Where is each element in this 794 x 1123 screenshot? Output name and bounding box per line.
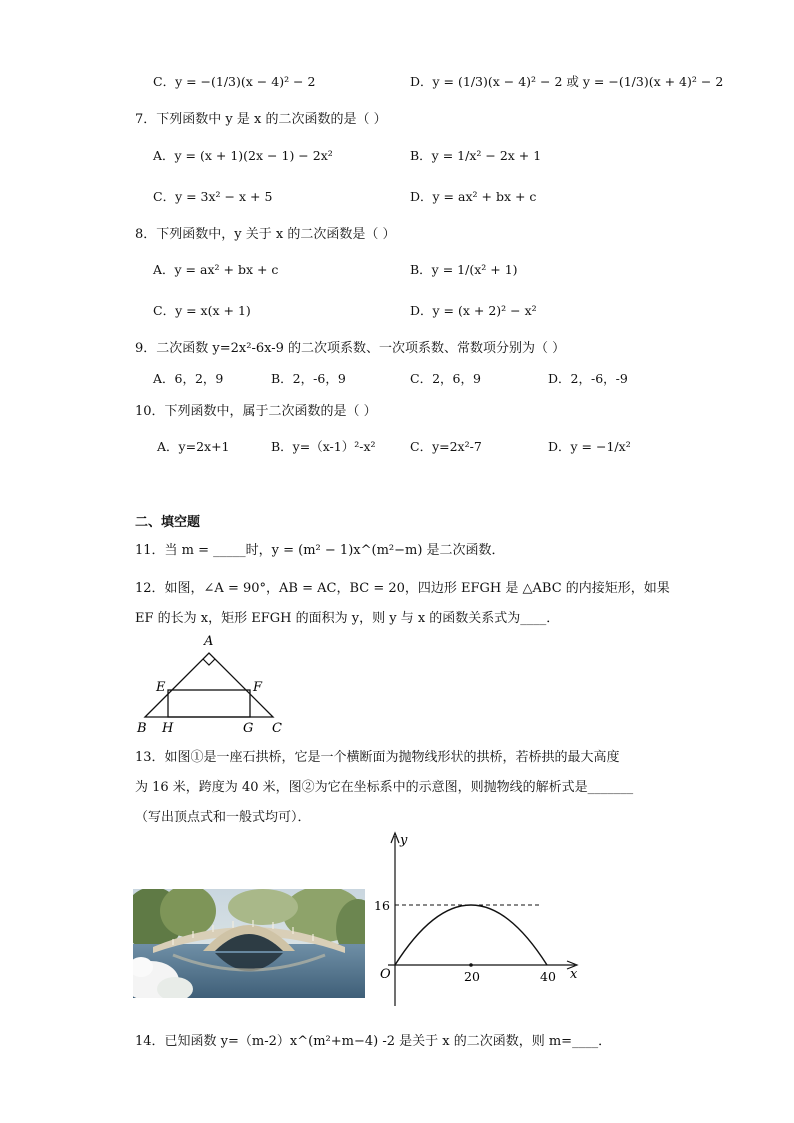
- section-title: 二、填空题: [135, 515, 201, 530]
- label-b: B: [137, 721, 147, 736]
- y-tick-16: 16: [374, 898, 390, 913]
- q6-option-c: C．y = −(1/3)(x − 4)² − 2: [153, 74, 316, 89]
- x-tick-40: 40: [540, 969, 556, 984]
- q6-option-d: D．y = (1/3)(x − 4)² − 2 或 y = −(1/3)(x + 4)² − 2: [410, 74, 724, 89]
- q10-stem: 10．下列函数中，属于二次函数的是（ ）: [135, 404, 377, 419]
- q8-option-a: A．y = ax² + bx + c: [153, 262, 279, 277]
- q11-text: 11．当 m = _____时，y = (m² − 1)x^(m²−m) 是二次函数．: [135, 543, 505, 558]
- q9-option-a: A．6，2，9: [153, 371, 224, 386]
- q9-option-c: C．2，6，9: [410, 371, 481, 386]
- bridge-photo: [133, 889, 365, 998]
- label-a: A: [204, 634, 214, 649]
- q13-line2: 为 16 米，跨度为 40 米，图②为它在坐标系中的示意图，则抛物线的解析式是_______: [135, 780, 634, 795]
- label-g: G: [243, 721, 254, 736]
- q9-option-b: B．2，-6，9: [271, 371, 346, 386]
- label-f: F: [253, 680, 263, 695]
- q13-line1: 13．如图①是一座石拱桥，它是一个横断面为抛物线形状的拱桥，若桥拱的最大高度: [135, 750, 620, 765]
- q12-line1: 12．如图，∠A = 90°，AB = AC，BC = 20，四边形 EFGH 是 △ABC 的内接矩形，如果: [135, 581, 670, 596]
- q8-stem: 8．下列函数中，y 关于 x 的二次函数是（ ）: [135, 227, 396, 242]
- triangle-figure: [135, 633, 285, 738]
- parabola-graph: [370, 828, 590, 1010]
- q12-line2: EF 的长为 x，矩形 EFGH 的面积为 y，则 y 与 x 的函数关系式为____．: [135, 611, 560, 626]
- q7-option-c: C．y = 3x² − x + 5: [153, 189, 273, 204]
- q8-option-b: B．y = 1/(x² + 1): [410, 262, 518, 277]
- q10-option-d: D．y = −1/x²: [548, 439, 631, 454]
- q7-option-b: B．y = 1/x² − 2x + 1: [410, 148, 542, 163]
- q13-line3: （写出顶点式和一般式均可）．: [135, 810, 311, 825]
- label-h: H: [162, 721, 174, 736]
- x-axis-label: x: [570, 967, 578, 982]
- q7-option-d: D．y = ax² + bx + c: [410, 189, 537, 204]
- q8-option-c: C．y = x(x + 1): [153, 303, 251, 318]
- q10-option-b: B．y=（x-1）²-x²: [271, 439, 376, 454]
- y-axis-label: y: [400, 833, 408, 848]
- q8-option-d: D．y = (x + 2)² − x²: [410, 303, 537, 318]
- q10-option-a: A．y=2x+1: [157, 439, 230, 454]
- q9-option-d: D．2，-6，-9: [548, 371, 628, 386]
- x-tick-20: 20: [464, 969, 480, 984]
- q7-stem: 7．下列函数中 y 是 x 的二次函数的是（ ）: [135, 112, 387, 127]
- q7-option-a: A．y = (x + 1)(2x − 1) − 2x²: [153, 148, 333, 163]
- label-e: E: [156, 680, 166, 695]
- q14-text: 14．已知函数 y=（m-2）x^(m²+m−4) -2 是关于 x 的二次函数，则 m=____．: [135, 1034, 612, 1049]
- label-c: C: [272, 721, 282, 736]
- q10-option-c: C．y=2x²-7: [410, 439, 482, 454]
- q9-stem: 9．二次函数 y=2x²-6x-9 的二次项系数、一次项系数、常数项分别为（ ）: [135, 341, 566, 356]
- origin-label: O: [380, 967, 391, 982]
